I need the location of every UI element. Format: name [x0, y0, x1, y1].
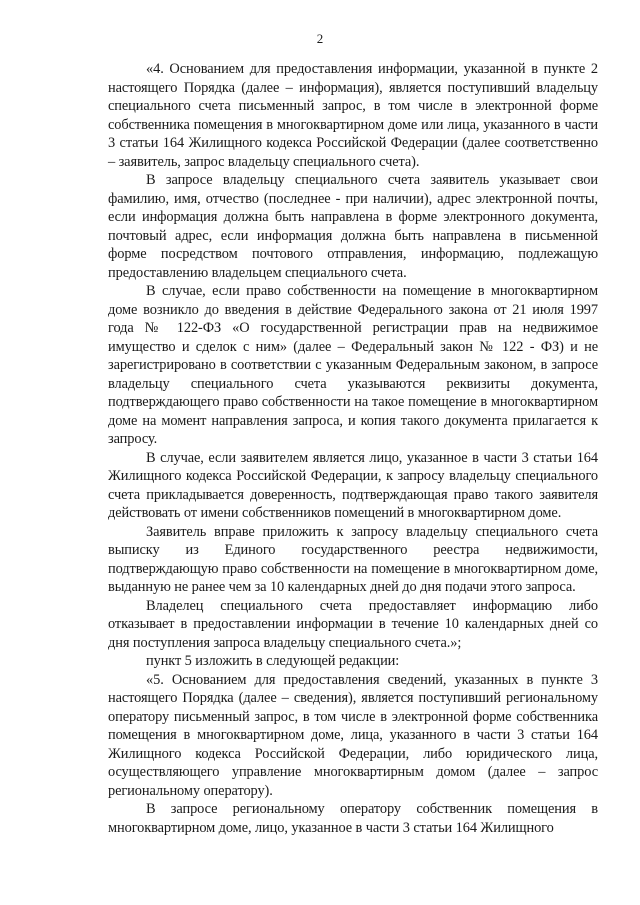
paragraph-power-of-attorney: В случае, если заявителем является лицо, указанное в части 3 статьи 164 Жилищного кодекса Российской Федерации, к запросу владельцу специального счета прикладывается доверенность, подтверждающая право такого заявителя действовать от имени собственников помещений в многоквартирном доме. [108, 449, 598, 521]
paragraph-request-contents: В запросе владельцу специального счета заявитель указывает свои фамилию, имя, отчество (последнее - при наличии), адрес электронной почты, если информация должна быть направлена в форме электронного документа, почтовый адрес, если информация должна быть направлена в письменной форме посредством почтового отправления, информацию, подлежащую предоставлению владельцем специального счета. [108, 172, 598, 281]
paragraph-basis-for-information: «4. Основанием для предоставления информации, указанной в пункте 2 настоящего Порядка (далее – информация), является поступивший владельцу специального счета письменный запрос, в том числе в электронной форме собственника помещения в многоквартирном доме или лица, указанного в части 3 статьи 164 Жилищного кодекса Российской Федерации (далее соответственно – заявитель, запрос владельцу специального счета). [108, 61, 598, 170]
paragraph-registry-extract: Заявитель вправе приложить к запросу владельцу специального счета выписку из Единого государственного реестра недвижимости, подтверждающую право собственности на помещение в многоквартирном доме, выданную не ранее чем за 10 календарных дней до дня подачи этого запроса. [108, 523, 598, 595]
paragraph-response-deadline: Владелец специального счета предоставляет информацию либо отказывает в предоставлении информации в течение 10 календарных дней со дня поступления запроса владельцу специального счета.»; [108, 597, 598, 651]
page-number: 2 [316, 31, 324, 46]
paragraph-item-5-amendment: пункт 5 изложить в следующей редакции: [146, 653, 400, 669]
document-body [108, 60, 598, 837]
paragraph-request-to-operator: В запросе региональному оператору собственник помещения в многоквартирном доме, лицо, указанное в части 3 статьи 164 Жилищного [108, 801, 598, 836]
paragraph-ownership-before-law: В случае, если право собственности на помещение в многоквартирном доме возникло до введения в действие Федерального закона от 21 июля 1997 года № 122-ФЗ «О государственной регистрации прав на недвижимое имущество и сделок с ним» (далее – Федеральный закон № 122 - ФЗ) и не зарегистрировано в соответствии с указанным Федеральным законом, в запросе владельцу специального счета указываются реквизиты документа, подтверждающего право собственности на такое помещение в многоквартирном доме на момент направления запроса, и копия такого документа прилагается к запросу. [108, 283, 598, 447]
paragraph-basis-for-data: «5. Основанием для предоставления сведений, указанных в пункте 3 настоящего Порядка (далее – сведения), является поступивший региональному оператору письменный запрос, в том числе в электронной форме собственника помещения в многоквартирном доме, лица, указанного в части 3 статьи 164 Жилищного кодекса Российской Федерации, либо юридического лица, осуществляющего управление многоквартирным домом (далее – запрос региональному оператору). [108, 671, 598, 799]
